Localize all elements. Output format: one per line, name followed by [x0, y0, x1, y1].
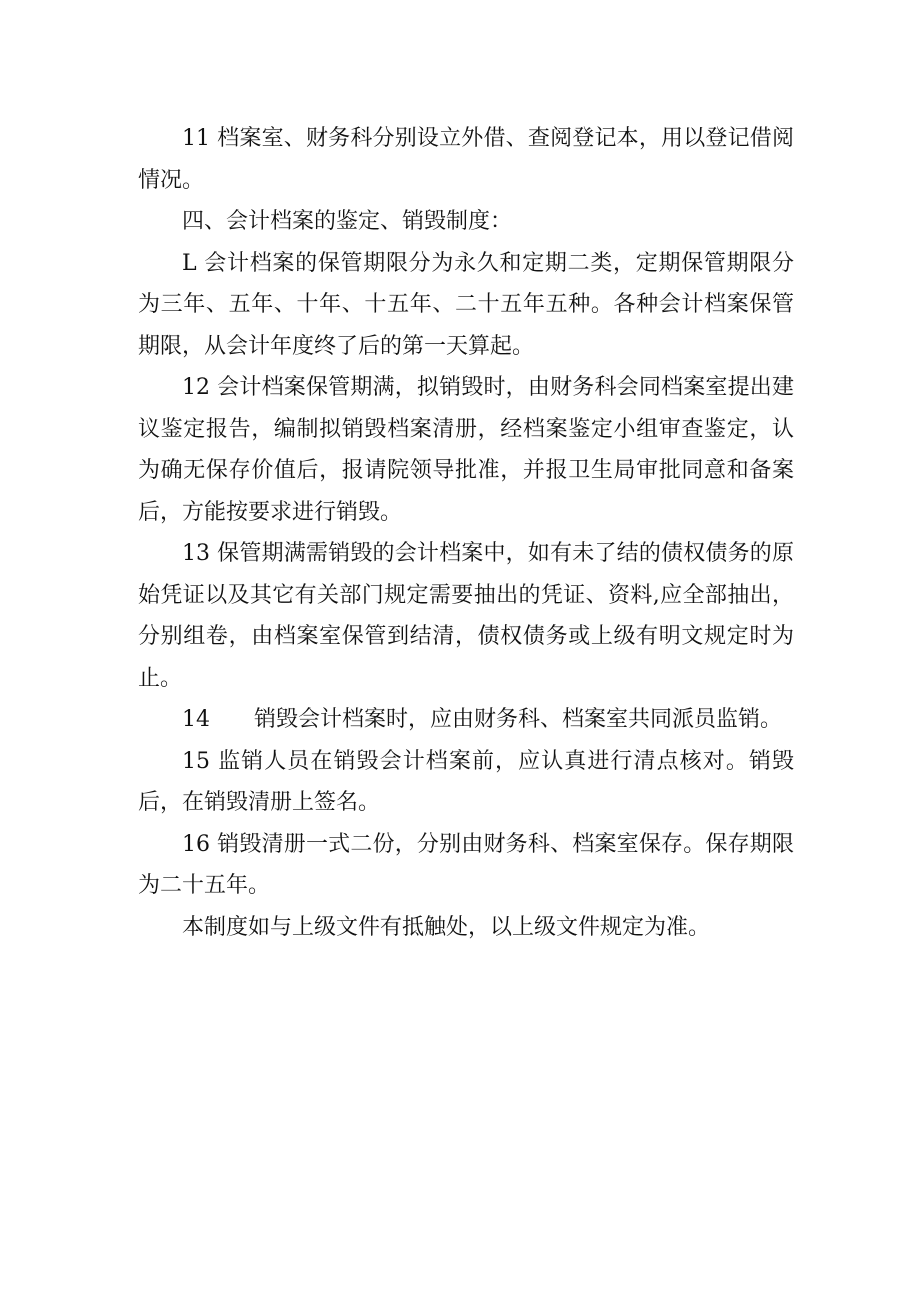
paragraph-item-14: 14 销毁会计档案时，应由财务科、档案室共同派员监销。	[182, 707, 782, 732]
paragraph-closing-note: 本制度如与上级文件有抵触处，以上级文件规定为准。	[182, 914, 711, 940]
paragraph-item-1-retention-period: L 会计档案的保管期限分为永久和定期二类，定期保管期限分为三年、五年、十年、十五年、二十五年五种。各种会计档案保管期限，从会计年度终了后的第一天算起。	[138, 250, 794, 359]
section-heading-appraisal-destruction: 四、会计档案的鉴定、销毁制度：	[182, 209, 513, 234]
paragraph-item-12: 12 会计档案保管期满，拟销毁时，由财务科会同档案室提出建议鉴定报告，编制拟销毁档案清册，经档案鉴定小组审查鉴定，认为确无保存价值后，报请院领导批准，并报卫生局审批同意和备案后，方能按要求进行销毁。	[138, 375, 794, 525]
paragraph-item-16: 16 销毁清册一式二份，分别由财务科、档案室保存。保存期限为二十五年。	[138, 831, 794, 898]
paragraph-item-13: 13 保管期满需销毁的会计档案中，如有未了结的债权债务的原始凭证以及其它有关部门规定需要抽出的凭证、资料,应全部抽出，分别组卷，由档案室保管到结清，债权债务或上级有明文规定时为止。	[138, 541, 794, 691]
document-body	[138, 118, 794, 948]
paragraph-item-11: 11 档案室、财务科分别设立外借、查阅登记本，用以登记借阅情况。	[138, 126, 794, 193]
paragraph-item-15: 15 监销人员在销毁会计档案前，应认真进行清点核对。销毁后，在销毁清册上签名。	[138, 748, 794, 815]
